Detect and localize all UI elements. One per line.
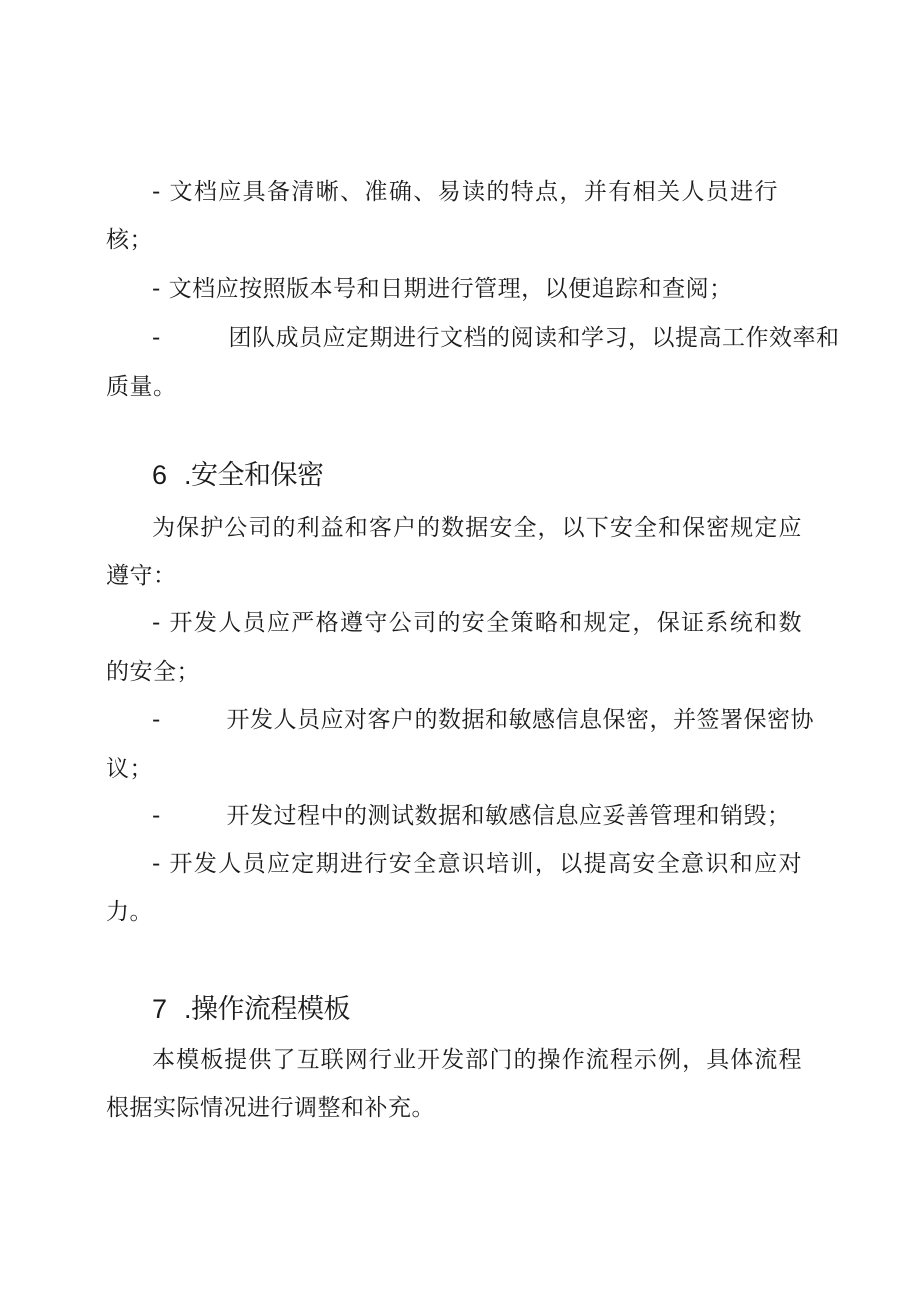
list-item-text: 开发人员应定期进行安全意识培训，以提高安全意识和应对 (169, 851, 802, 877)
paragraph-line: 遵守： (106, 563, 177, 589)
list-dash: - (152, 276, 161, 302)
list-item-continuation: 核； (106, 227, 153, 253)
list-item-text: 文档应具备清晰、准确、易读的特点，并有相关人员进行 (169, 179, 778, 205)
list-item-continuation: 的安全； (106, 659, 200, 685)
list-dash: - (152, 179, 161, 205)
paragraph-line: 为保护公司的利益和客户的数据安全，以下安全和保密规定应 (152, 515, 802, 541)
section-heading-7 (152, 992, 350, 1026)
list-dash: - (152, 325, 161, 351)
list-dash: - (152, 707, 161, 733)
list-item (152, 705, 814, 735)
section-number: 7 (152, 994, 167, 1024)
list-item-text: 团队成员应定期进行文档的阅读和学习，以提高工作效率和 (228, 325, 840, 351)
list-item-text: 开发人员应严格遵守公司的安全策略和规定，保证系统和数 (169, 610, 802, 636)
section-number: 6 (152, 460, 167, 490)
list-item-text: 开发过程中的测试数据和敏感信息应妥善管理和销毁； (226, 803, 791, 829)
paragraph-line: 根据实际情况进行调整和补充。 (106, 1095, 435, 1121)
list-item (152, 274, 733, 304)
list-item-continuation: 力。 (106, 899, 153, 925)
list-dash: - (152, 803, 161, 829)
list-item-text: 文档应按照版本号和日期进行管理，以便追踪和查阅； (168, 276, 733, 302)
list-item-continuation: 议； (106, 756, 153, 782)
list-item (152, 801, 790, 831)
list-item (152, 608, 802, 638)
section-heading-6 (152, 458, 324, 492)
list-item (152, 323, 839, 353)
list-dash: - (152, 610, 161, 636)
section-title: .操作流程模板 (184, 994, 351, 1024)
list-item-continuation: 质量。 (106, 374, 177, 400)
list-item-text: 开发人员应对客户的数据和敏感信息保密，并签署保密协 (226, 707, 814, 733)
list-item (152, 177, 778, 207)
list-dash: - (152, 851, 161, 877)
list-item (152, 849, 802, 879)
paragraph-line: 本模板提供了互联网行业开发部门的操作流程示例，具体流程 (152, 1047, 802, 1073)
section-title: .安全和保密 (184, 460, 324, 490)
